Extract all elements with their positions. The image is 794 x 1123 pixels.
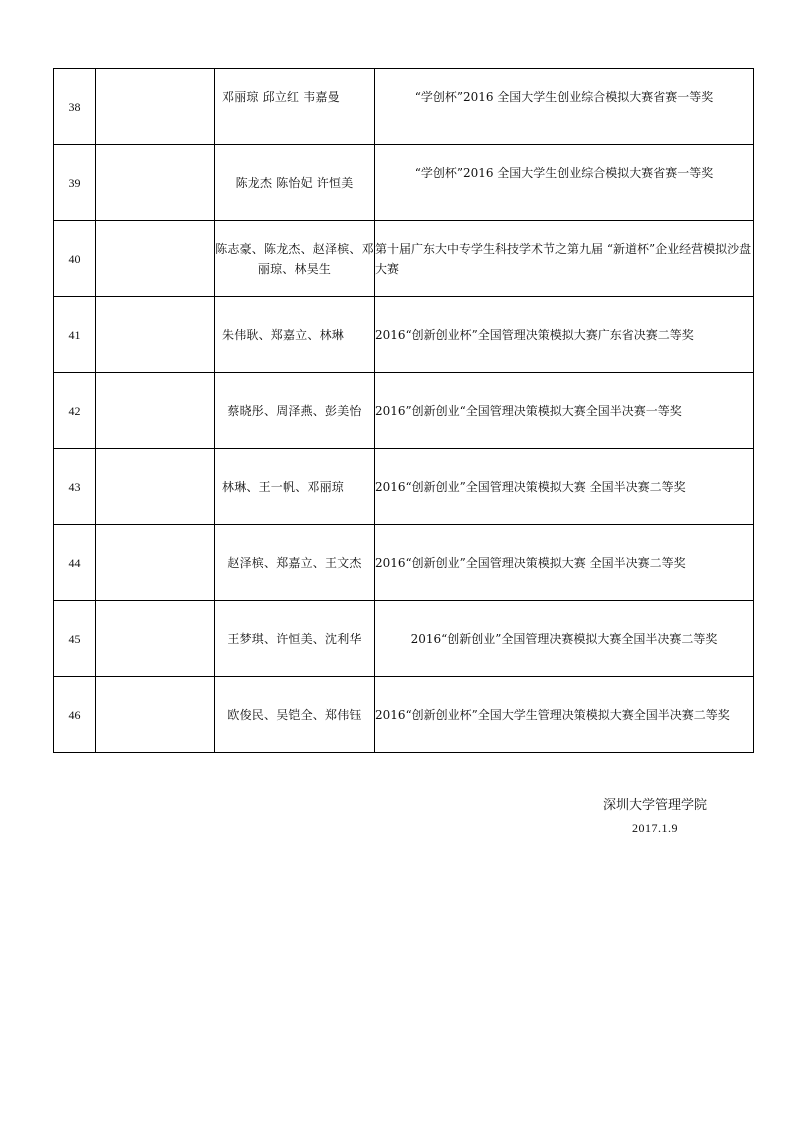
student-names-text: 邓丽琼 邱立红 韦嘉曼: [222, 89, 340, 104]
row-number: 42: [54, 373, 96, 449]
award-name-text: “学创杯”2016 全国大学生创业综合模拟大赛省赛一等奖: [414, 165, 714, 180]
row-number: 45: [54, 601, 96, 677]
blank-cell: [96, 221, 215, 297]
row-number: 38: [54, 69, 96, 145]
organization-name: 深圳大学管理学院: [602, 798, 707, 813]
award-name: [375, 69, 754, 145]
row-number: 41: [54, 297, 96, 373]
student-names: 林琳、王一帆、邓丽琼: [215, 449, 375, 525]
student-names: 王梦琪、许恒美、沈利华: [215, 601, 375, 677]
row-number: 43: [54, 449, 96, 525]
student-names: 陈龙杰 陈怡妃 许恒美: [215, 145, 375, 221]
table-row: [54, 297, 754, 373]
award-name: 2016”创新创业“全国管理决策模拟大赛全国半决赛一等奖: [375, 373, 754, 449]
blank-cell: [96, 297, 215, 373]
document-date: 2017.1.9: [632, 821, 678, 835]
student-names: 蔡晓彤、周泽燕、彭美怡: [215, 373, 375, 449]
awards-table: [53, 68, 754, 753]
student-names: 陈志豪、陈龙杰、赵泽槟、邓丽琼、林昊生: [215, 221, 375, 297]
blank-cell: [96, 449, 215, 525]
row-number: 46: [54, 677, 96, 753]
blank-cell: [96, 677, 215, 753]
award-name: 2016“创新创业杯”全国管理决策模拟大赛广东省决赛二等奖: [375, 297, 754, 373]
table-row: [54, 449, 754, 525]
award-name: [375, 145, 754, 221]
table-row: [54, 677, 754, 753]
table-row: [54, 221, 754, 297]
award-name-text: “学创杯”2016 全国大学生创业综合模拟大赛省赛一等奖: [414, 89, 714, 104]
row-number: 40: [54, 221, 96, 297]
table-row: [54, 525, 754, 601]
award-name: 2016“创新创业杯”全国大学生管理决策模拟大赛全国半决赛二等奖: [375, 677, 754, 753]
student-names: 朱伟耿、郑嘉立、林琳: [215, 297, 375, 373]
award-name: 2016“创新创业”全国管理决策模拟大赛 全国半决赛二等奖: [375, 525, 754, 601]
student-names: [215, 69, 375, 145]
blank-cell: [96, 69, 215, 145]
award-name: 2016“创新创业”全国管理决赛模拟大赛全国半决赛二等奖: [375, 601, 754, 677]
award-name: 第十届广东大中专学生科技学术节之第九届 “新道杯”企业经营模拟沙盘大赛: [375, 221, 754, 297]
table-row: [54, 145, 754, 221]
signature-block: [560, 795, 750, 839]
blank-cell: [96, 525, 215, 601]
table-row: [54, 601, 754, 677]
award-name: 2016“创新创业”全国管理决策模拟大赛 全国半决赛二等奖: [375, 449, 754, 525]
table-row: [54, 69, 754, 145]
blank-cell: [96, 373, 215, 449]
row-number: 44: [54, 525, 96, 601]
table-row: [54, 373, 754, 449]
blank-cell: [96, 601, 215, 677]
student-names: 欧俊民、吴铠全、郑伟钰: [215, 677, 375, 753]
blank-cell: [96, 145, 215, 221]
row-number: 39: [54, 145, 96, 221]
student-names: 赵泽槟、郑嘉立、王文杰: [215, 525, 375, 601]
